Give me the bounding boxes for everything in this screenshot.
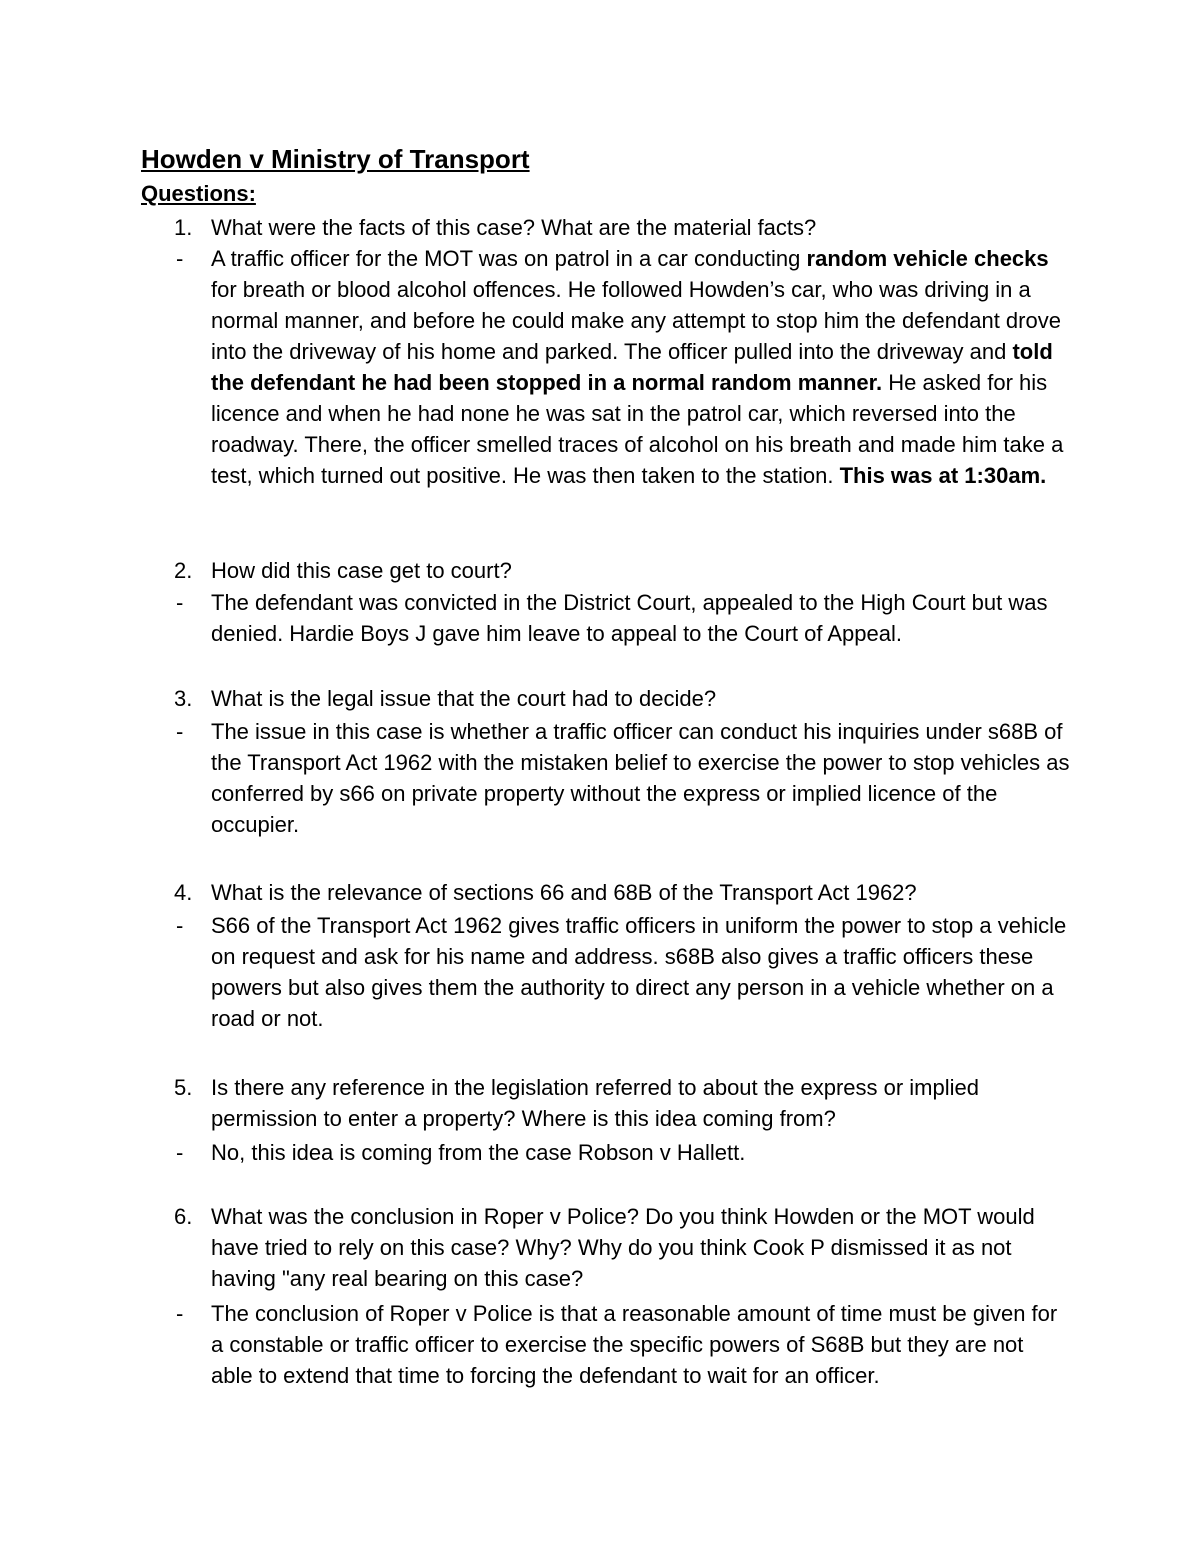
- answer-4-dash: -: [176, 913, 184, 938]
- question-3-text: What is the legal issue that the court had to decide?: [211, 686, 717, 711]
- question-2-text: How did this case get to court?: [211, 558, 512, 583]
- answer-3-dash: -: [176, 719, 184, 744]
- answer-2-text: The defendant was convicted in the District Court, appealed to the High Court but was denied. Hardie Boys J gave him leave to appeal to the Court of Appeal.: [211, 590, 1048, 646]
- question-2-number: 2.: [174, 558, 193, 583]
- question-1-number: 1.: [174, 215, 193, 240]
- question-6-number: 6.: [174, 1204, 193, 1229]
- answer-1-text: [211, 243, 1071, 491]
- answer-1-part-2: for breath or blood alcohol offences. He followed Howden’s car, who was driving in a normal manner, and before he could make any attempt to stop him the defendant drove into the driveway of his home and parked. The officer pulled into the driveway and: [211, 277, 1061, 364]
- answer-6-dash: -: [176, 1301, 184, 1326]
- answer-4-text: S66 of the Transport Act 1962 gives traffic officers in uniform the power to stop a vehicle on request and ask for his name and address. s68B also gives a traffic officers these powers but also gives them the authority to direct any person in a vehicle whether on a road or not.: [211, 913, 1067, 1031]
- answer-2-dash: -: [176, 590, 184, 615]
- answer-1-bold-3: This was at 1:30am.: [839, 463, 1047, 488]
- answer-1-bold-1: random vehicle checks: [806, 246, 1049, 271]
- question-5-text: Is there any reference in the legislation referred to about the express or implied permission to enter a property? Where is this idea coming from?: [211, 1075, 979, 1131]
- answer-3-text: The issue in this case is whether a traffic officer can conduct his inquiries under s68B of the Transport Act 1962 with the mistaken belief to exercise the power to stop vehicles as conferred by s66 on private property without the express or implied licence of the occupier.: [211, 719, 1070, 837]
- question-3-number: 3.: [174, 686, 193, 711]
- answer-1-dash: -: [176, 246, 184, 271]
- question-1-text: What were the facts of this case? What are the material facts?: [211, 215, 817, 240]
- question-5-number: 5.: [174, 1075, 193, 1100]
- answer-5-text: No, this idea is coming from the case Robson v Hallett.: [211, 1140, 746, 1165]
- questions-heading: Questions:: [141, 181, 256, 206]
- question-4-text: What is the relevance of sections 66 and 68B of the Transport Act 1962?: [211, 880, 917, 905]
- answer-5-dash: -: [176, 1140, 184, 1165]
- answer-1-part-3: He asked for his licence and when he had none he was sat in the patrol car, which reversed into the roadway. There, the officer smelled traces of alcohol on his breath and made him take a test, which turned out positive. He was then taken to the station.: [211, 370, 1064, 488]
- answer-6-text: The conclusion of Roper v Police is that a reasonable amount of time must be given for a constable or traffic officer to exercise the specific powers of S68B but they are not able to extend that time to forcing the defendant to wait for an officer.: [211, 1301, 1058, 1388]
- answer-1-part-1: A traffic officer for the MOT was on patrol in a car conducting: [211, 246, 807, 271]
- answer-1-bold-2: told the defendant he had been stopped in a normal random manner.: [211, 339, 1053, 395]
- question-6-text: What was the conclusion in Roper v Police? Do you think Howden or the MOT would have tried to rely on this case? Why? Why do you think Cook P dismissed it as not having "any real bearing on this case?: [211, 1204, 1035, 1291]
- document-title: Howden v Ministry of Transport: [141, 144, 530, 174]
- question-4-number: 4.: [174, 880, 193, 905]
